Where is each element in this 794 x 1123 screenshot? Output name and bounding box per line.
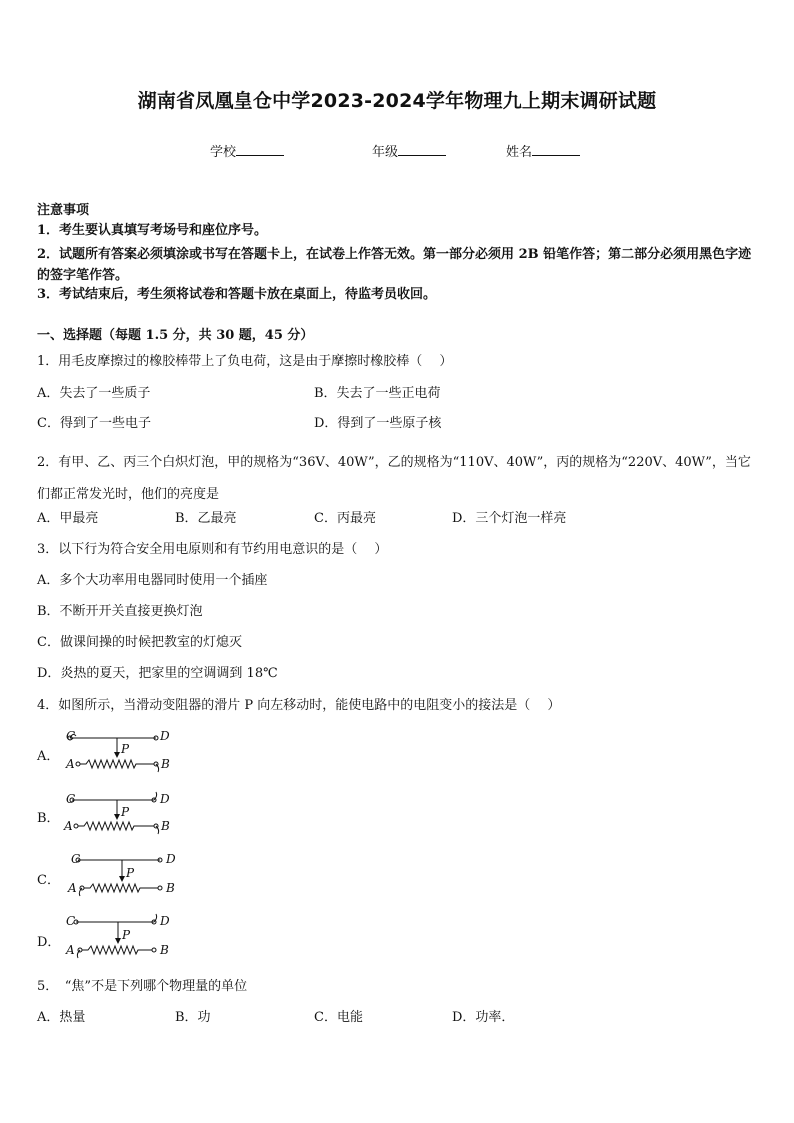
terminal-a-label: A <box>64 819 73 833</box>
grade-label: 年级 <box>372 145 399 160</box>
rheostat-diagram-a <box>60 726 180 776</box>
slider-p-label: P <box>121 742 130 756</box>
rheostat-diagram-b <box>60 790 180 840</box>
exam-title: 湖南省凤凰皇仓中学2023-2024学年物理九上期末调研试题 <box>137 90 657 112</box>
slider-p-label: P <box>121 805 130 819</box>
terminal-b-label: B <box>161 819 170 833</box>
terminal-c-label: C <box>71 852 81 866</box>
terminal-d-label: D <box>160 729 170 743</box>
question-2-option-a: A．甲最亮 <box>37 511 99 526</box>
grade-field <box>372 141 446 160</box>
question-5-option-c: C．电能 <box>314 1010 363 1025</box>
terminal-d-label: D <box>160 792 170 806</box>
question-3-option-a: A．多个大功率用电器同时使用一个插座 <box>37 573 268 588</box>
question-1-option-b: B．失去了一些正电荷 <box>314 386 441 401</box>
terminal-a-label: A <box>68 881 77 895</box>
terminal-d-label: D <box>166 852 176 866</box>
question-3-option-b: B．不断开开关直接更换灯泡 <box>37 604 203 619</box>
question-2-option-d: D．三个灯泡一样亮 <box>452 511 567 526</box>
terminal-b-label: B <box>166 881 175 895</box>
question-4-stem: 4．如图所示，当滑动变阻器的滑片 P 向左移动时，能使电路中的电阻变小的接法是（ ） <box>37 698 561 713</box>
terminal-b-label: B <box>161 757 170 771</box>
terminal-c-label: C <box>66 792 76 806</box>
terminal-b-label: B <box>160 943 169 957</box>
school-field <box>210 141 284 160</box>
question-2-stem: 2．有甲、乙、丙三个白炽灯泡，甲的规格为“36V、40W”，乙的规格为“110V、40W”，丙的规格为“220V、40W”，当它们都正常发光时，他们的亮度是 <box>37 455 751 502</box>
rheostat-diagram-d <box>60 912 185 964</box>
question-4-option-b: B． <box>37 811 60 826</box>
name-field <box>506 141 580 160</box>
question-2-option-b: B．乙最亮 <box>175 511 237 526</box>
question-4-option-c: C． <box>37 873 60 888</box>
question-3-option-c: C．做课间操的时候把教室的灯熄灭 <box>37 635 242 650</box>
terminal-d-label: D <box>160 914 170 928</box>
question-1-option-a: A．失去了一些质子 <box>37 386 151 401</box>
notice-item-2: 2．试题所有答案必须填涂或书写在答题卡上，在试卷上作答无效。第一部分必须用 2B 铅笔作答；第二部分必须用黑色字迹的签字笔作答。 <box>37 247 752 283</box>
question-1-option-c: C．得到了一些电子 <box>37 416 151 431</box>
terminal-c-label: C <box>66 729 76 743</box>
question-5-option-b: B．功 <box>175 1010 211 1025</box>
name-blank <box>532 143 580 156</box>
section-heading: 一、选择题（每题 1.5 分，共 30 题，45 分） <box>37 328 314 343</box>
question-4-option-a: A． <box>37 749 60 764</box>
name-label: 姓名 <box>506 145 533 160</box>
terminal-a-label: A <box>66 757 75 771</box>
question-2-option-c: C．丙最亮 <box>314 511 376 526</box>
slider-p-label: P <box>126 866 135 880</box>
question-1-stem: 1．用毛皮摩擦过的橡胶棒带上了负电荷，这是由于摩擦时橡胶棒（ ） <box>37 354 453 369</box>
grade-blank <box>398 143 446 156</box>
question-4-option-d: D． <box>37 935 61 950</box>
question-3-stem: 3．以下行为符合安全用电原则和有节约用电意识的是（ ） <box>37 542 388 557</box>
slider-p-label: P <box>122 928 131 942</box>
rheostat-diagram-c <box>60 850 185 902</box>
question-5-stem: 5． “焦”不是下列哪个物理量的单位 <box>37 979 248 994</box>
notice-item-3: 3．考试结束后，考生须将试卷和答题卡放在桌面上，待监考员收回。 <box>37 287 437 302</box>
school-label: 学校 <box>210 145 237 160</box>
question-1-option-d: D．得到了一些原子核 <box>314 416 442 431</box>
question-5-option-d: D．功率． <box>452 1010 515 1025</box>
school-blank <box>236 143 284 156</box>
terminal-c-label: C <box>66 914 76 928</box>
notice-heading: 注意事项 <box>37 203 90 218</box>
question-5-option-a: A．热量 <box>37 1010 86 1025</box>
question-3-option-d: D．炎热的夏天，把家里的空调调到 18℃ <box>37 666 278 681</box>
terminal-a-label: A <box>66 943 75 957</box>
notice-item-1: 1．考生要认真填写考场号和座位序号。 <box>37 223 268 238</box>
